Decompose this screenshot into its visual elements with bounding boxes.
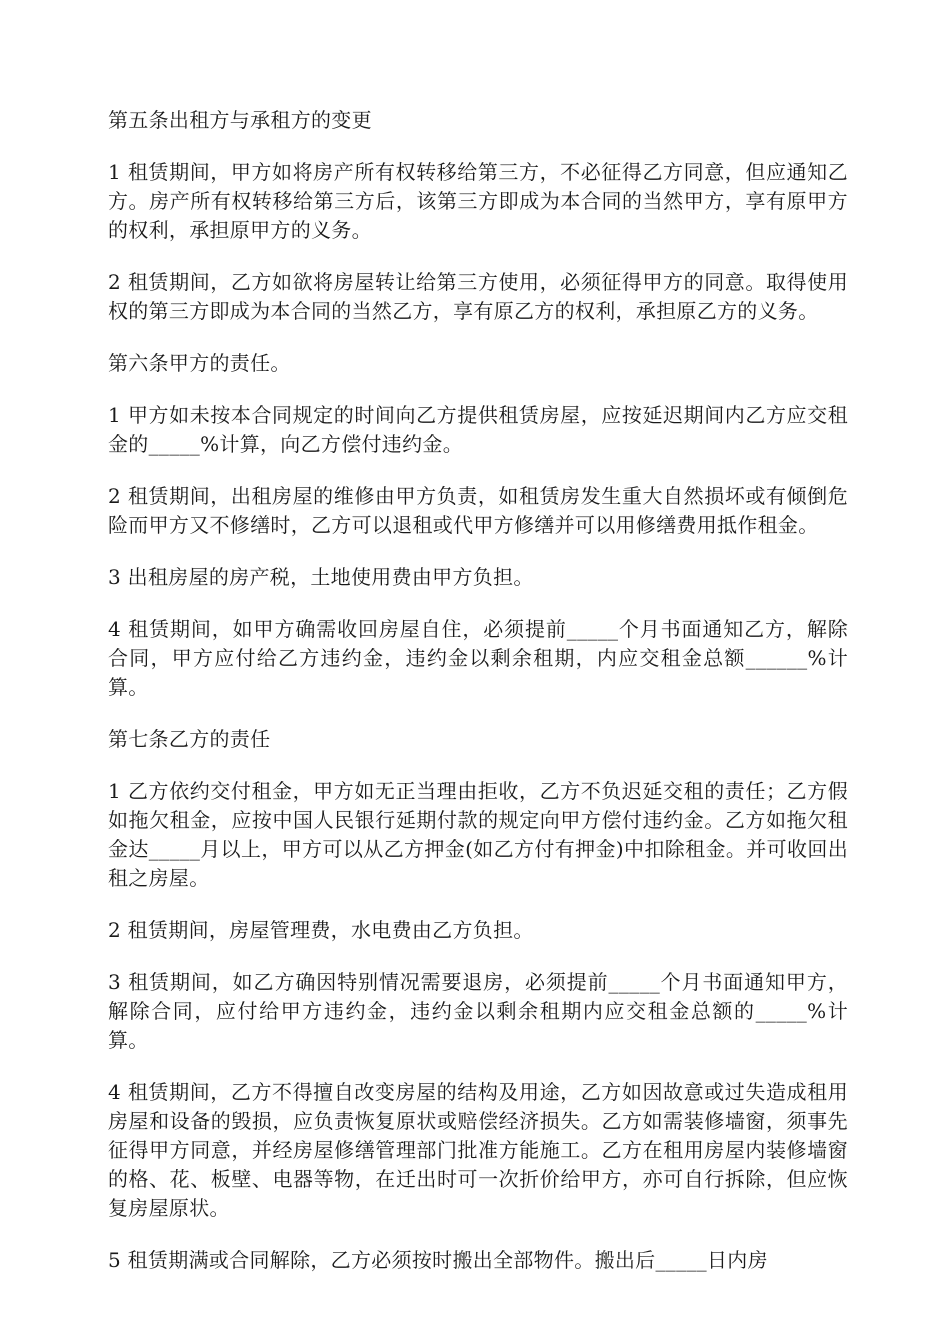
article-7-clause-5: 5 租赁期满或合同解除，乙方必须按时搬出全部物件。搬出后_____日内房 (108, 1248, 768, 1272)
article-5-clause-2: 2 租赁期间，乙方如欲将房屋转让给第三方使用，必须征得甲方的同意。取得使用权的第三方即成为本合同的当然乙方，享有原乙方的权利，承担原乙方的义务。 (108, 270, 848, 323)
article-5-clause-1: 1 租赁期间，甲方如将房产所有权转移给第三方，不必征得乙方同意，但应通知乙方。房产所有权转移给第三方后，该第三方即成为本合同的当然甲方，享有原甲方的权利，承担原甲方的义务。 (108, 160, 848, 242)
article-7-heading: 第七条乙方的责任 (108, 727, 271, 751)
article-7-clause-4: 4 租赁期间，乙方不得擅自改变房屋的结构及用途，乙方如因故意或过失造成租用房屋和设备的毁损，应负责恢复原状或赔偿经济损失。乙方如需装修墙窗，须事先征得甲方同意，并经房屋修缮管理部门批准方能施工。乙方在租用房屋内装修墙窗的格、花、板壁、电器等物，在迁出时可一次折价给甲方，亦可自行拆除，但应恢复房屋原状。 (108, 1080, 848, 1220)
article-6-clause-2: 2 租赁期间，出租房屋的维修由甲方负责，如租赁房发生重大自然损坏或有倾倒危险而甲方又不修缮时，乙方可以退租或代甲方修缮并可以用修缮费用抵作租金。 (108, 484, 848, 537)
article-7-clause-3: 3 租赁期间，如乙方确因特别情况需要退房，必须提前_____个月书面通知甲方，解除合同，应付给甲方违约金，违约金以剩余租期内应交租金总额的_____%计算。 (108, 970, 848, 1052)
article-6-clause-3: 3 出租房屋的房产税，土地使用费由甲方负担。 (108, 565, 534, 589)
article-6-clause-4: 4 租赁期间，如甲方确需收回房屋自住，必须提前_____个月书面通知乙方，解除合同，甲方应付给乙方违约金，违约金以剩余租期，内应交租金总额______%计算。 (108, 617, 848, 699)
article-6-clause-1: 1 甲方如未按本合同规定的时间向乙方提供租赁房屋，应按延迟期间内乙方应交租金的_____%计算，向乙方偿付违约金。 (108, 403, 848, 456)
article-7-clause-2: 2 租赁期间，房屋管理费，水电费由乙方负担。 (108, 918, 534, 942)
article-5-heading: 第五条出租方与承租方的变更 (108, 108, 372, 132)
document-page (108, 106, 848, 1298)
article-7-clause-1: 1 乙方依约交付租金，甲方如无正当理由拒收，乙方不负迟延交租的责任；乙方假如拖欠租金，应按中国人民银行延期付款的规定向甲方偿付违约金。乙方如拖欠租金达_____月以上，甲方可以从乙方押金(如乙方付有押金)中扣除租金。并可收回出租之房屋。 (108, 779, 848, 890)
article-6-heading: 第六条甲方的责任。 (108, 351, 291, 375)
